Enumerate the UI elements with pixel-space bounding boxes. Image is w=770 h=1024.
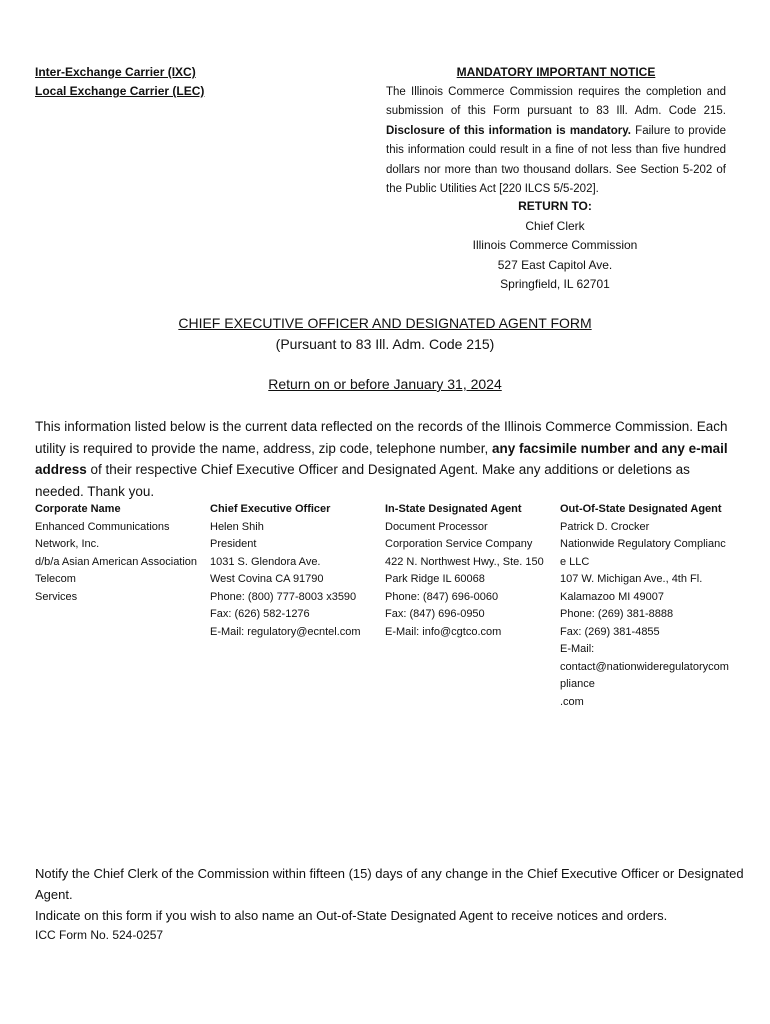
outstate-header: Out-Of-State Designated Agent <box>560 503 722 515</box>
outstate-agent-column <box>560 501 730 711</box>
instate-header: In-State Designated Agent <box>385 503 522 515</box>
instate-line: 422 N. Northwest Hwy., Ste. 150 <box>385 555 544 568</box>
form-subtitle: (Pursuant to 83 Ill. Adm. Code 215) <box>275 336 495 352</box>
info-paragraph <box>35 416 735 502</box>
outstate-line: contact@nationwideregulatorycompliance <box>560 660 729 690</box>
notice-title: MANDATORY IMPORTANT NOTICE <box>456 65 656 79</box>
due-date: Return on or before January 31, 2024 <box>268 376 502 392</box>
corporate-header: Corporate Name <box>35 503 121 515</box>
corporate-line: Enhanced Communications Network, Inc. <box>35 520 170 550</box>
ceo-line: Helen Shih <box>210 520 264 533</box>
return-line-3: 527 East Capitol Ave. <box>497 257 613 272</box>
outstate-line: Nationwide Regulatory Compliance LLC <box>560 538 726 568</box>
carrier-ixc: Inter-Exchange Carrier (IXC) <box>35 65 196 79</box>
ceo-line: 1031 S. Glendora Ave. <box>210 555 321 568</box>
instate-line: Fax: (847) 696-0950 <box>385 608 485 620</box>
form-title-block <box>0 313 770 355</box>
return-line-1: Chief Clerk <box>525 218 585 233</box>
outstate-line: Patrick D. Crocker <box>560 520 650 533</box>
footer-line-1: Notify the Chief Clerk of the Commission within fifteen (15) days of any change in the Chief Executive Officer or Designated Agent. <box>35 866 744 902</box>
ceo-line: Fax: (626) 582-1276 <box>210 608 310 620</box>
info-text-1: This information listed below is the current data reflected on the records of the Illinois Commerce Commission. Each utility is required to provide the name, address, zip code, telephone number, <box>35 419 728 456</box>
return-to-block <box>440 197 670 295</box>
corporate-line: d/b/a Asian American Association Telecom <box>35 555 198 585</box>
ceo-header: Chief Executive Officer <box>210 503 331 515</box>
notice-text-1: The Illinois Commerce Commission requires the completion and submission of this Form pursuant to 83 Ill. Adm. Code 215. <box>386 85 726 117</box>
instate-line: Phone: (847) 696-0060 <box>385 590 499 603</box>
instate-line: E-Mail: info@cgtco.com <box>385 625 502 638</box>
footer-line-2: Indicate on this form if you wish to also name an Out-of-State Designated Agent to receive notices and orders. <box>35 908 668 923</box>
instate-line: Park Ridge IL 60068 <box>385 573 485 585</box>
corporate-line: Services <box>35 590 78 603</box>
outstate-line: Phone: (269) 381-8888 <box>560 608 674 620</box>
instate-line: Corporation Service Company <box>385 538 533 550</box>
corporate-column <box>35 501 205 606</box>
ceo-line: President <box>210 538 257 550</box>
instate-agent-column <box>385 501 555 641</box>
outstate-line: E-Mail: <box>560 643 595 655</box>
outstate-line: .com <box>560 695 584 708</box>
notice-body <box>386 83 726 200</box>
notice-text-2: Failure to provide this information could result in a fine of not less than five hundred dollars nor more than two thousand dollars. See Section 5-202 of the Public Utilities Act [220 ILCS 5/5-202]. <box>386 124 727 195</box>
return-to-label: RETURN TO: <box>518 199 592 213</box>
ceo-column <box>210 501 380 641</box>
form-title: CHIEF EXECUTIVE OFFICER AND DESIGNATED AGENT FORM <box>178 315 592 331</box>
ceo-line: E-Mail: regulatory@ecntel.com <box>210 625 361 638</box>
outstate-line: 107 W. Michigan Ave., 4th Fl. <box>560 573 703 585</box>
info-text-2: of their respective Chief Executive Officer and Designated Agent. Make any additions or deletions as needed. Thank you. <box>35 462 690 499</box>
notice-bold: Disclosure of this information is mandatory. <box>386 124 631 137</box>
instate-line: Document Processor <box>385 520 488 533</box>
footer-instructions <box>35 863 755 926</box>
form-number: ICC Form No. 524-0257 <box>35 928 164 942</box>
ceo-line: West Covina CA 91790 <box>210 573 324 585</box>
carrier-types <box>35 63 204 101</box>
ceo-line: Phone: (800) 777-8003 x3590 <box>210 590 357 603</box>
outstate-line: Fax: (269) 381-4855 <box>560 625 660 638</box>
info-bold: any facsimile number and any e-mail address <box>35 440 728 477</box>
mandatory-notice <box>386 63 726 200</box>
carrier-lec: Local Exchange Carrier (LEC) <box>35 84 205 98</box>
outstate-line: Kalamazoo MI 49007 <box>560 590 664 603</box>
return-line-4: Springfield, IL 62701 <box>500 277 610 291</box>
return-line-2: Illinois Commerce Commission <box>472 238 638 252</box>
